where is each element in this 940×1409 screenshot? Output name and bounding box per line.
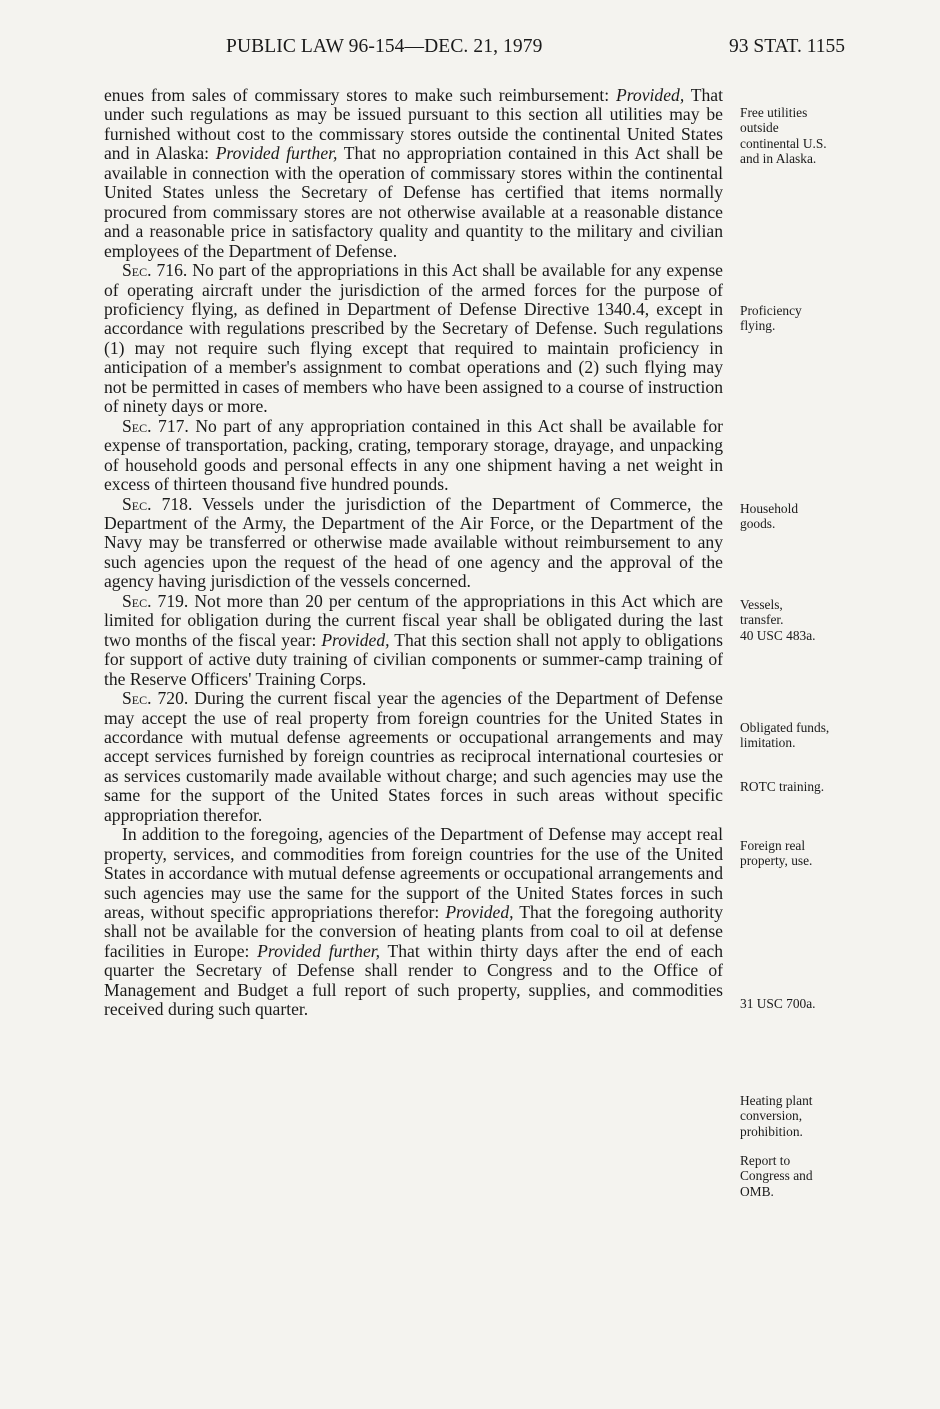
margin-line: OMB. (740, 1183, 774, 1199)
margin-line: prohibition. (740, 1123, 803, 1139)
margin-note-heating-plant (740, 1093, 880, 1139)
margin-line: Free utilities (740, 105, 808, 120)
page-header-title: PUBLIC LAW 96-154—DEC. 21, 1979 (226, 36, 543, 57)
body-text (104, 86, 723, 1020)
margin-line: 40 USC 483a. (740, 627, 816, 643)
margin-note-free-utilities (740, 105, 880, 167)
margin-line: Obligated funds, (740, 720, 830, 735)
margin-line: conversion, (740, 1108, 803, 1124)
text-run: 717. No part of any appropriation contained in this Act shall be available for expense of transportation, packing, crating, temporary storage, drayage, and unpacking of household goods and personal effects in any one shipment having a net weight in excess of thirteen thousand five hundred pounds. (104, 415, 723, 495)
italic-proviso: Provided, (445, 902, 514, 923)
margin-line: Household (740, 501, 799, 516)
margin-line: Foreign real (740, 838, 806, 853)
text-run: 716. No part of the appropriations in this Act shall be available for any expense of operating aircraft under the jurisdiction of the armed forces for the purpose of proficiency flying, as defined in Department of Defense Directive 1340.4, except in accordance with regulations prescribed by the Secretary of Defense. Such regulations (1) may not require such flying except that required to maintain proficiency in anticipation of a member's assignment to combat operations and (2) such flying may not be permitted in cases of members who have been assigned to a course of instruction of ninety days or more. (104, 260, 723, 417)
margin-line: and in Alaska. (740, 151, 817, 167)
margin-note-household-goods (740, 501, 880, 532)
paragraph-in-addition (104, 825, 723, 1020)
text-run: That within thirty days after the end of each quarter the Secretary of Defense shall render to Congress and to the Office of Management and Budget a full report of such property, supplies, and commodities received during such quarter. (104, 940, 723, 1020)
section-label: Sec. (122, 493, 152, 514)
paragraph-commissary (104, 86, 723, 261)
margin-line: continental U.S. (740, 135, 827, 151)
page-header-stat-ref: 93 STAT. 1155 (729, 36, 845, 57)
margin-line: goods. (740, 516, 776, 532)
margin-line: Heating plant (740, 1093, 813, 1108)
margin-line: transfer. (740, 612, 784, 628)
text-run: That the foregoing authority shall not be available for the conversion of heating plants from coal to oil at defense facilities in Europe: (104, 902, 723, 961)
section-717 (104, 417, 723, 495)
margin-note-obligated-funds (740, 720, 880, 751)
italic-proviso: Provided, (321, 629, 390, 650)
margin-line: 31 USC 700a. (740, 996, 816, 1011)
text-run: enues from sales of commissary stores to make such reimbursement: (104, 85, 616, 105)
text-run: 719. Not more than 20 per centum of the appropriations in this Act which are limited for obligation during the current fiscal year shall be obligated during the last two months of the fiscal year: (104, 590, 723, 650)
margin-note-31-usc-700a (740, 996, 880, 1011)
margin-line: outside (740, 120, 779, 136)
margin-line: Proficiency (740, 303, 802, 318)
margin-line: Vessels, (740, 597, 783, 612)
margin-note-vessels-transfer (740, 597, 880, 643)
margin-line: ROTC training. (740, 779, 825, 794)
section-label: Sec. (122, 415, 152, 436)
margin-note-foreign-real-property (740, 838, 880, 869)
section-718 (104, 495, 723, 592)
section-720 (104, 689, 723, 825)
margin-note-proficiency-flying (740, 303, 880, 334)
text-run: That under such regulations as may be issued pursuant to this section all utilities may be furnished without cost to the commissary stores outside the continental United States and in Alaska: (104, 85, 723, 164)
section-719 (104, 592, 723, 689)
italic-proviso: Provided, (615, 85, 685, 105)
margin-line: flying. (740, 318, 776, 334)
margin-line: limitation. (740, 735, 796, 751)
margin-line: property, use. (740, 853, 813, 869)
margin-note-report-to-congress (740, 1153, 880, 1199)
page-header (0, 36, 940, 62)
text-run: 718. Vessels under the jurisdiction of the Department of Commerce, the Department of the Army, the Department of the Air Force, or the Department of the Navy may be transferred or otherwise made available without reimbursement to any such agencies upon the request of the head of one agency and the approval of the agency having jurisdiction of the vessels concerned. (104, 493, 723, 592)
margin-line: Report to (740, 1153, 791, 1168)
text-run: 720. During the current fiscal year the agencies of the Department of Defense may accept the use of real property from foreign countries for the United States in accordance with mutual defense agreements or occupational arrangements and may accept services furnished by foreign countries as reciprocal international courtesies or as services customarily made available without charge; and such agencies may use the same for the support of the United States forces in such areas without specific appropriation therefor. (104, 688, 723, 825)
text-run: That this section shall not apply to obligations for support of active duty training of civilian components or summer-camp training of the Reserve Officers' Training Corps. (104, 629, 723, 689)
section-label: Sec. (122, 688, 152, 709)
italic-proviso: Provided further, (215, 143, 338, 164)
margin-note-rotc-training (740, 779, 880, 794)
margin-line: Congress and (740, 1168, 813, 1184)
text-run: In addition to the foregoing, agencies of the Department of Defense may accept real property, services, and commodities from foreign countries for the use of the United States in accordance with mutual defense agreements or occupational arrangements and such agencies may use the same for the support of the United States forces in such areas, without specific appropriations therefor: (104, 824, 723, 923)
text-run: That no appropriation contained in this Act shall be available in connection with the operation of commissary stores within the continental United States unless the Secretary of Defense has certified that items normally procured from commissary stores are not otherwise available at a reasonable distance and a reasonable price in satisfactory quality and quantity to the military and civilian employees of the Department of Defense. (104, 143, 723, 261)
section-label: Sec. (122, 260, 152, 281)
section-716 (104, 261, 723, 417)
section-label: Sec. (122, 590, 152, 611)
italic-proviso: Provided further, (257, 940, 381, 961)
